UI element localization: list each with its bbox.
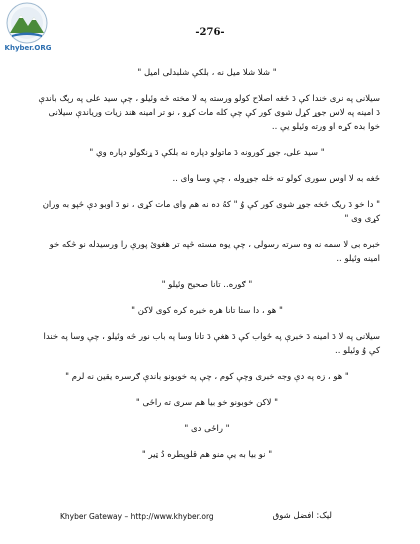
paragraph: ځغه به لا اوس سوری کولو ته خله جوړوله ، چې وسا وای .. <box>172 174 380 184</box>
paragraph: " ګوره.. تانا صحیح وئیلو " <box>161 280 253 290</box>
document-body <box>34 66 380 474</box>
page-number: -276- <box>195 27 225 38</box>
paragraph: سیلانی په لا دَ امینه دَ خبرې په ځواب کې دَ هغې دَ تانا وسا په باب نور څه وئیلو ، چې وسا په خندا کې وُ وئیلو .. <box>43 332 380 356</box>
paragraph: " لاکن خوبونو خو بیا هم سری ته راځی " <box>135 398 279 408</box>
khyber-logo-icon <box>6 2 48 46</box>
paragraph: " دا خو دَ ریګ څخه جوړ شوی کور کې وُ " کهُ ده نه هم وای مات کړی ، نو دَ اوبو دې څپو به وران کړی وی " <box>42 200 380 224</box>
paragraph: " هو ، دا ستا تانا هره خبره کره کوی لاکن " <box>131 306 283 316</box>
paragraph: " هو ، زه په دې وجه خبری وچې کوم ، چې په خوبونو باندې ګرسره یقین نه لرم " <box>65 372 349 382</box>
paragraph: " شلا شلا میل نه ، بلکې شلبدلی امیل " <box>137 68 277 78</box>
paragraph: سیلانی په نری خندا کې دَ ځغه اصلاح کولو ورسته په لا مخته څه وئیلو ، چې سید علی په رېګ باندې دَ امینه په لاس جوړ کړل شوی کور کې چې کله مات کړو ، نو تر امینه هند زیات وریاندې سیلانی خوا بده کړه او ورته وئیلو یې .. <box>38 94 380 132</box>
footer-author: لیک: افضل شوق <box>272 511 332 521</box>
footer-source: Khyber Gateway – http://www.khyber.org <box>60 512 214 521</box>
paragraph: خبره بی لا سمه نه وه سرته رسولی ، چې یوه مسته څپه تر هغوئ پورې را ورسیدله نو څکه خو امینه وئیلو .. <box>49 240 380 264</box>
paragraph: " سید علی، جوړ کورونه دَ ماتولو دپاره نه بلکې دَ ړنګولو دپاره وي " <box>89 148 325 158</box>
logo-text: Khyber.ORG <box>4 44 52 52</box>
paragraph: " راځی دی " <box>184 424 230 434</box>
paragraph: " نو بیا به یې منو هم قلوپطره دُ ټیر " <box>141 450 273 460</box>
